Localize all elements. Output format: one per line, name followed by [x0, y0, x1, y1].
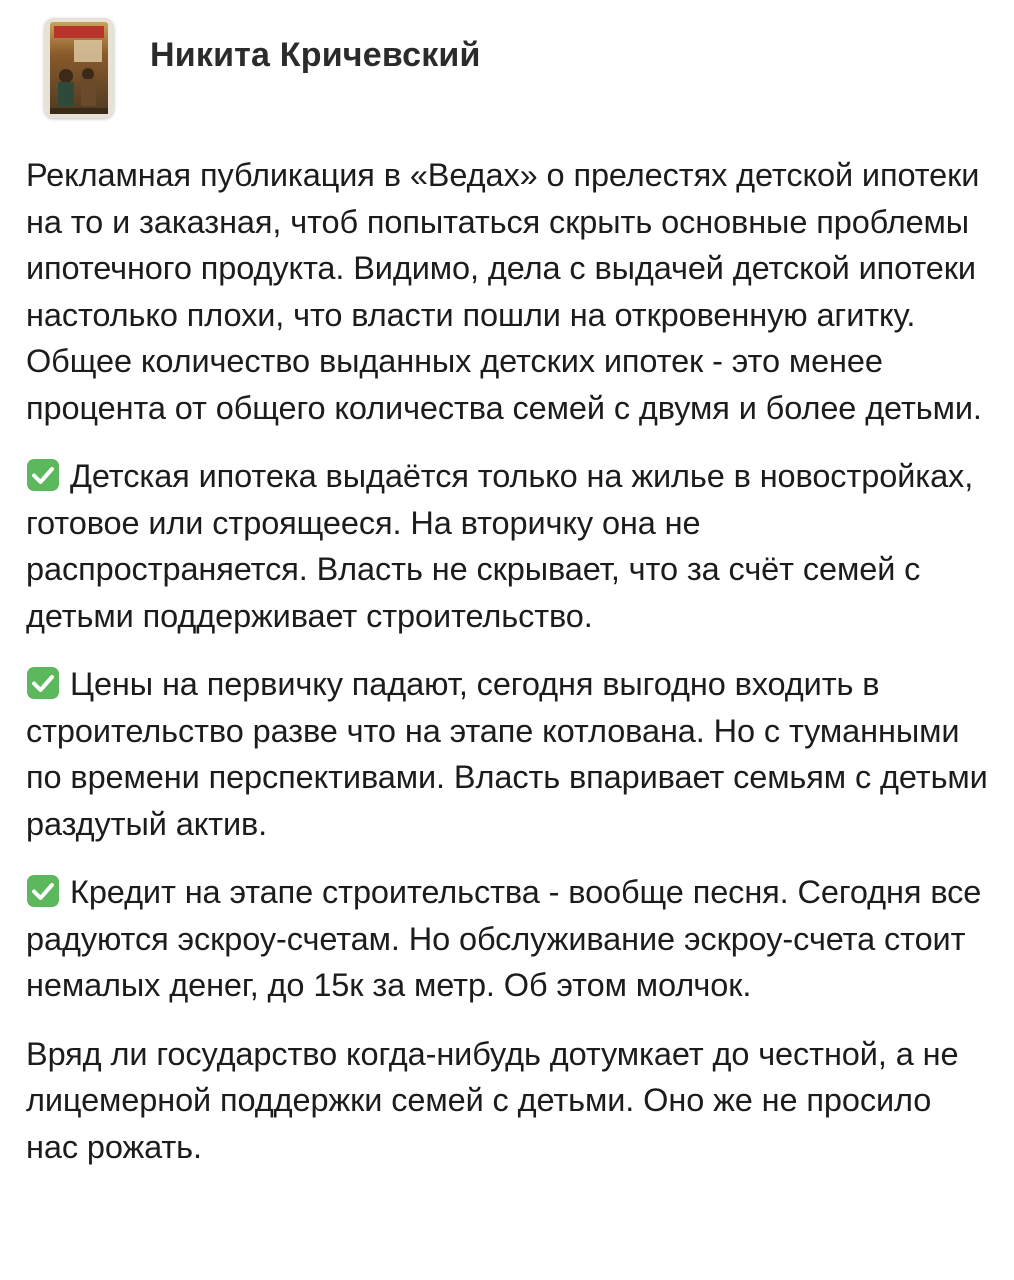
- post-point-text: Детская ипотека выдаётся только на жилье в новостройках, готовое или строящееся. На вторичку она не распространяется. Власть не скрывает, что за счёт семей с детьми поддерживает строительство.: [26, 458, 974, 634]
- channel-avatar[interactable]: [44, 18, 114, 118]
- post-conclusion-paragraph: Вряд ли государство когда-нибудь дотумкает до честной, а не лицемерной поддержки семей с детьми. Оно же не просило нас рожать.: [26, 1035, 959, 1165]
- post-point-3: [26, 869, 988, 1009]
- author-name[interactable]: Никита Кричевский: [150, 35, 481, 74]
- post-point-text: Кредит на этапе строительства - вообще песня. Сегодня все радуются эскроу-счетам. Но обслуживание эскроу-счета стоит немалых денег, до 15к за метр. Об этом молчок.: [26, 874, 982, 1003]
- check-mark-icon: [26, 874, 60, 908]
- post-body: [26, 152, 988, 1192]
- check-mark-icon: [26, 458, 60, 492]
- post-point-text: Цены на первичку падают, сегодня выгодно входить в строительство разве что на этапе котлована. Но с туманными по времени перспективами. Власть впаривает семьям с детьми раздутый актив.: [26, 666, 988, 842]
- post-point-2: [26, 661, 988, 847]
- post-header: [44, 18, 481, 118]
- post-intro-paragraph: Рекламная публикация в «Ведах» о прелестях детской ипотеки на то и заказная, чтоб попытаться скрыть основные проблемы ипотечного продукта. Видимо, дела с выдачей детской ипотеки настолько плохи, что власти пошли на откровенную агитку. Общее количество выданных детских ипотек - это менее процента от общего количества семей с двумя и более детьми.: [26, 157, 982, 426]
- check-mark-icon: [26, 666, 60, 700]
- post-point-1: [26, 453, 988, 639]
- book-cover-avatar-icon: [44, 18, 114, 118]
